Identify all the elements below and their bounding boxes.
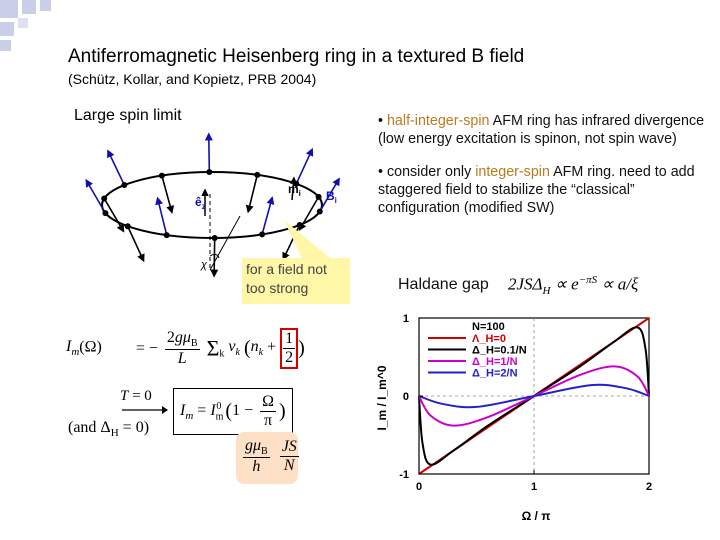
label-ez: $ê_z$ [195, 195, 206, 211]
bullet-item: • half-integer-spin AFM ring has infrared divergence (low energy excitation is spinon, not spin wave) [378, 113, 705, 147]
legend-label: Δ_H=2/N [472, 367, 518, 380]
spin-site [212, 235, 218, 241]
label-mi: $m_i$ [288, 182, 301, 198]
section-label: Large spin limit [74, 107, 182, 124]
spin-arrow [214, 238, 215, 276]
implies-arrow [120, 404, 170, 416]
corner-decoration [0, 0, 18, 18]
current-equation: $I_m(\Omega)$ = − $\frac{2g\mu_B}{L}$ $\Sigma_k$ $v_k$ ($n_k$ + $\frac{1}{2}$ ) [66, 328, 305, 368]
spin-arrow [248, 175, 257, 212]
spin-arrow [108, 151, 124, 185]
corner-decoration [40, 0, 51, 11]
legend-label: Δ_H=1/N [472, 356, 518, 368]
bullet-list [378, 112, 706, 232]
callout-note: for a field not too strong [242, 258, 350, 304]
current-chart [364, 306, 710, 524]
gap-condition: (and $\Delta_H = 0$) [68, 419, 150, 440]
spin-site [317, 209, 323, 215]
corner-decoration [22, 0, 36, 14]
x-tick-label: 1 [530, 481, 538, 493]
spin-site [101, 195, 107, 201]
slide-subtitle: (Schütz, Kollar, and Kopietz, PRB 2004) [68, 71, 317, 87]
legend-label: Δ_H=0.1/N [472, 344, 527, 357]
spin-arrow [162, 176, 172, 213]
corner-decoration [0, 40, 11, 51]
spin-arrow [262, 198, 272, 235]
x-tick-label: 0 [415, 481, 423, 493]
haldane-gap-formula: $2JS\Delta_H \propto e^{-\pi S} \propto a/\xi$ [508, 274, 639, 298]
spin-arrow [209, 134, 210, 172]
spin-site [159, 173, 165, 179]
legend-title: N=100 [472, 321, 505, 333]
label-chi: χ [201, 259, 208, 271]
label-bi: $B_i$ [326, 189, 337, 205]
chart-legend [428, 321, 527, 380]
spin-site [206, 169, 212, 175]
x-tick-label: 2 [645, 481, 653, 493]
spin-site [254, 172, 260, 178]
spin-site [125, 223, 131, 229]
chart-ylabel: I_m / I_m^0 [375, 365, 389, 431]
spin-site [102, 210, 108, 216]
y-tick-label: -1 [399, 469, 409, 481]
y-tick-label: 0 [402, 391, 409, 403]
corner-decoration [18, 18, 28, 28]
unit-formula: $\frac{g\mu_B}{h}$ $\frac{JS}{N}$ [245, 437, 297, 476]
spin-site [164, 232, 170, 238]
spin-site [121, 182, 127, 188]
legend-label: Λ_H=0 [472, 333, 506, 345]
spin-site [316, 194, 322, 200]
spin-arrow [158, 198, 167, 235]
haldane-gap-label: Haldane gap [398, 276, 489, 293]
bullet-item: • consider only integer-spin AFM ring. need to add staggered field to stabilize the “classical” configuration (modified SW) [378, 164, 695, 216]
spin-site [259, 231, 265, 237]
result-equation: $I_m = I_m^0$ (1 − $\frac{\Omega}{\pi}$ ) [173, 388, 293, 435]
temperature-condition: T = 0 [120, 388, 152, 404]
callout-pointer [280, 218, 340, 260]
y-tick-label: 1 [402, 313, 409, 325]
corner-decoration [0, 22, 14, 36]
slide-title: Antiferromagnetic Heisenberg ring in a textured B field [68, 46, 525, 67]
spin-arrow [128, 226, 144, 261]
chart-xlabel: Ω / π [521, 509, 551, 523]
spin-arrow [296, 149, 312, 184]
